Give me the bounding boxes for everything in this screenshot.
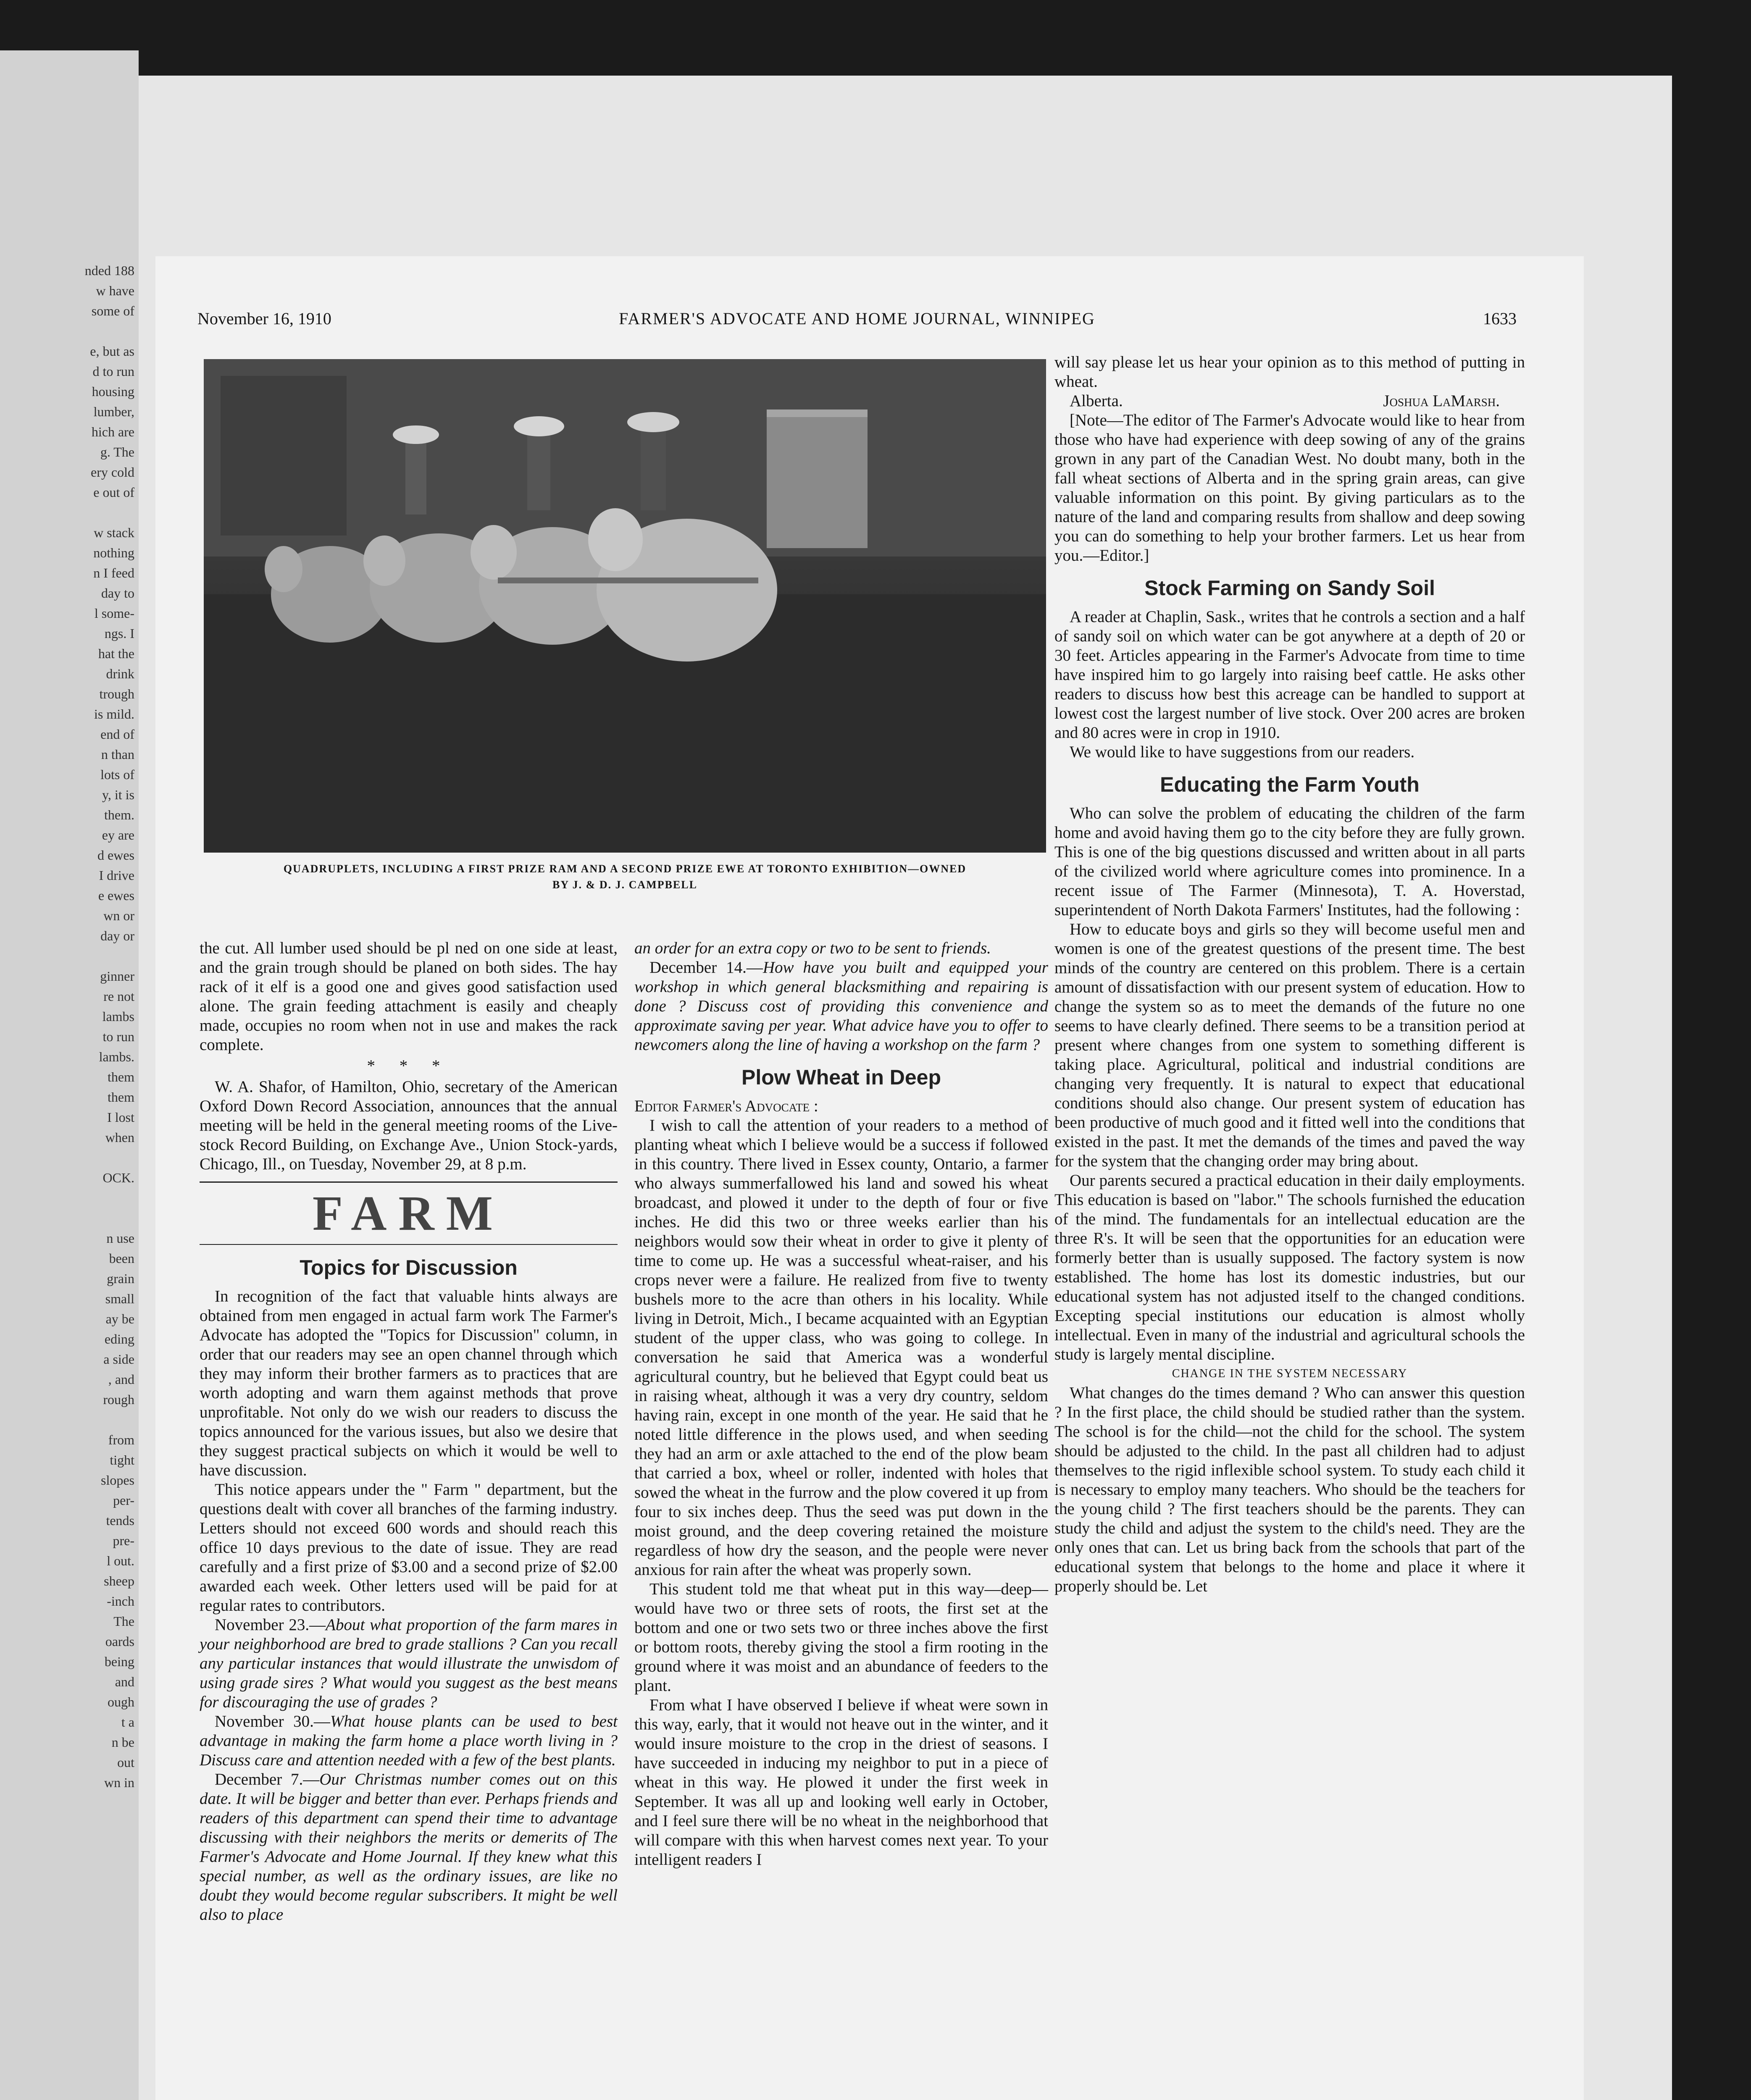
adjacent-page-fragment: them xyxy=(108,1089,134,1105)
adjacent-page-fragment: ginner xyxy=(100,969,134,984)
editor-note: [Note—The editor of The Farmer's Advocate would like to hear from those who have had experience with deep sowing of any of the grains grown in any part of the Canadian West. No doubt many, both in the fall wheat sections of Alberta and in the spring grain areas, can give valuable information on this point. By giving particulars as to the nature of the land and comparing results from shallow and deep sowing you can do something to help your brother farmers. Let us hear from you.—Editor.] xyxy=(1054,411,1525,564)
adjacent-page-fragment: e ewes xyxy=(98,888,134,903)
adjacent-page-fragment: lambs. xyxy=(99,1049,134,1064)
adjacent-page-fragment: ey are xyxy=(102,827,134,843)
column-1 xyxy=(200,939,618,1924)
adjacent-page-fragment: ery cold xyxy=(91,465,134,480)
adjacent-page-fragment: when xyxy=(105,1130,134,1145)
adjacent-page-fragment: t a xyxy=(121,1714,134,1730)
adjacent-page-fragment: being xyxy=(104,1654,134,1669)
adjacent-page-fragment: e, but as xyxy=(90,344,134,359)
publication-title: FARMER'S ADVOCATE AND HOME JOURNAL, WINNIPEG xyxy=(619,309,1095,328)
adjacent-page-fragment: lambs xyxy=(102,1009,134,1024)
sheep-photograph xyxy=(204,359,1046,853)
adjacent-page-fragment: is mild. xyxy=(94,706,134,722)
stock-farming-heading: Stock Farming on Sandy Soil xyxy=(1144,576,1435,600)
adjacent-page-fragment: y, it is xyxy=(102,787,134,802)
paragraph: the cut. All lumber used should be pl ned on one side at least, and the grain trough should be planed on both sides. The hay rack of it elf is a good one and gives good satisfaction used alone. The grain feeding attachment is easily and cheaply made, occupies no room when not in use and makes the rack complete. xyxy=(200,939,618,1054)
letter-signature xyxy=(1054,391,1525,411)
paragraph: will say please let us hear your opinion as to this method of putting in wheat. xyxy=(1054,353,1525,391)
paragraph: A reader at Chaplin, Sask., writes that he controls a section and a half of sandy soil on which water can be got anywhere at a depth of 20 or 30 feet. Articles appearing in the Farmer's Advocate from time to time have inspired him to go largely into raising beef cattle. He asks other readers to discuss how best this acreage can be handled to support at lowest cost the largest number of live stock. Over 200 acres are broken and 80 acres were in crop in 1910. xyxy=(1054,608,1525,742)
adjacent-page-fragment: sheep xyxy=(104,1573,134,1588)
adjacent-page-fragment: lots of xyxy=(100,767,134,782)
adjacent-page-fragment: -inch xyxy=(107,1593,134,1609)
photo-caption xyxy=(204,861,1046,893)
newspaper-page xyxy=(155,256,1584,2100)
adjacent-page-fragment: The xyxy=(113,1614,134,1629)
educating-youth-heading: Educating the Farm Youth xyxy=(1160,773,1420,796)
adjacent-page-fragment: eding xyxy=(104,1331,134,1347)
adjacent-page-fragment: g. The xyxy=(100,444,134,459)
column-3 xyxy=(1054,353,1525,1596)
plow-wheat-heading: Plow Wheat in Deep xyxy=(741,1066,941,1089)
paragraph: This notice appears under the " Farm " department, but the questions dealt with cover all branches of the farming industry. Letters should not exceed 600 words and should reach this office 10 days previous to the date of issue. They are read carefully and a first prize of $3.00 and a second prize of $2.00 awarded each week. Other letters used will be paid for at regular rates to contributors. xyxy=(200,1480,618,1614)
adjacent-page-fragment: some of xyxy=(91,303,134,318)
adjacent-page-fragment: re not xyxy=(103,989,134,1004)
adjacent-page-fragment: tight xyxy=(110,1452,134,1467)
topic-date: November 23.— xyxy=(215,1616,326,1634)
caption-line: BY J. & D. J. CAMPBELL xyxy=(552,879,697,891)
adjacent-page-fragment: out xyxy=(117,1755,134,1770)
issue-date: November 16, 1910 xyxy=(197,309,331,328)
adjacent-page-fragment: OCK. xyxy=(103,1170,134,1185)
adjacent-page-fragment: ngs. I xyxy=(104,626,134,641)
adjacent-page-fragment: from xyxy=(108,1432,134,1447)
adjacent-page-fragment: per- xyxy=(113,1493,134,1508)
rule xyxy=(200,1181,618,1183)
topic-paragraph xyxy=(200,1615,618,1712)
adjacent-page-fragment: housing xyxy=(92,384,134,399)
adjacent-page-fragment: nothing xyxy=(93,545,134,560)
adjacent-page-fragment: lumber, xyxy=(93,404,134,419)
subheading: CHANGE IN THE SYSTEM NECESSARY xyxy=(1172,1367,1408,1380)
adjacent-page-fragment: drink xyxy=(106,666,134,681)
adjacent-page-fragment: l out. xyxy=(107,1553,134,1568)
paragraph: In recognition of the fact that valuable hints always are obtained from men engaged in actual farm work The Farmer's Advocate has adopted the "Topics for Discussion" column, in order that our readers may see an open channel through which they may inform their brother farmers as to practices that are worth adopting and warn them against methods that prove unprofitable. Not only do we wish our readers to discuss the topics announced for the various issues, but also we desire that they suggest practical subjects on which it would be well to have discussion. xyxy=(200,1287,618,1479)
adjacent-page-fragment: trough xyxy=(99,686,134,701)
adjacent-page-fragment: been xyxy=(109,1251,134,1266)
adjacent-page-fragment: hich are xyxy=(91,424,134,439)
paragraph: This student told me that wheat put in this way—deep—would have two or three sets of roots, the first set at the bottom and one or two sets two or three inches above the first or bottom roots, thereby giving the stool a firm rooting in the ground where it was moist and an abundance of feeders to the plant. xyxy=(634,1580,1048,1695)
caption-line: QUADRUPLETS, INCLUDING A FIRST PRIZE RAM AND A SECOND PRIZE EWE AT TORONTO EXHIBITION—OWNED xyxy=(283,863,967,875)
column-2 xyxy=(634,939,1048,1869)
letter-salutation: Editor Farmer's Advocate : xyxy=(634,1097,818,1115)
adjacent-page-fragment: slopes xyxy=(101,1473,134,1488)
page-number: 1633 xyxy=(1483,309,1517,328)
topic-text: How have you built and equipped your workshop in which general blacksmithing and repairing is done ? Discuss cost of providing this convenience and approximate saving per year. What advice have you to offer to newcomers along the line of having a workshop on the farm ? xyxy=(634,958,1048,1054)
adjacent-page-fragment: hat the xyxy=(98,646,134,661)
paragraph: W. A. Shafor, of Hamilton, Ohio, secretary of the American Oxford Down Record Association, announces that the annual meeting will be held in the general meeting rooms of the Live-stock Record Building, on Exchange Ave., Union Stock-yards, Chicago, Ill., on Tuesday, November 29, at 8 p.m. xyxy=(200,1078,618,1173)
paragraph: Our parents secured a practical education in their daily employments. This education is based on "labor." The schools furnished the education of the mind. The fundamentals for an intellectual education are the three R's. It will be seen that the opportunities for an education were formerly better than is usually supposed. The factory system is now established. The home has lost its domestic industries, but our educational system has not adjusted itself to the changed conditions. Excepting special institutions our education is almost wholly intellectual. Even in many of the industrial and agricultural schools the study is largely mental discipline. xyxy=(1054,1171,1525,1363)
adjacent-page-fragment: end of xyxy=(100,727,134,742)
signature-name: Joshua LaMarsh. xyxy=(1383,392,1500,410)
adjacent-page-fragment: nded 188 xyxy=(84,263,134,278)
adjacent-page-fragment: them xyxy=(108,1069,134,1084)
adjacent-page-fragment: small xyxy=(105,1291,134,1306)
running-header xyxy=(197,309,1517,334)
adjacent-page-fragment: tends xyxy=(106,1513,134,1528)
topic-text: About what proportion of the farm mares in your neighborhood are bred to grade stallions ? Can you recall any particular instances that would illustrate the unwisdom of using grade sires ? What would you suggest as the best means for discouraging the use of grades ? xyxy=(200,1616,618,1711)
topic-date: December 14.— xyxy=(649,958,763,976)
topic-text: Our Christmas number comes out on this date. It will be bigger and better than ever. Perhaps friends and readers of this department can spend their time to advantage discussing with their neighbors the merits or demerits of The Farmer's Advocate and Home Journal. If they knew what this special number, as well as the ordinary issues, are like no doubt they would become regular subscribers. It might be well also to place xyxy=(200,1770,618,1924)
adjacent-page-fragment: d ewes xyxy=(97,848,134,863)
adjacent-page-fragment: wn in xyxy=(104,1775,134,1790)
adjacent-page-fragment: grain xyxy=(107,1271,134,1286)
adjacent-page-fragment: I lost xyxy=(107,1110,134,1125)
adjacent-page-fragment: wn or xyxy=(103,908,134,923)
adjacent-page-fragment: n be xyxy=(111,1735,134,1750)
adjacent-page-fragment: , and xyxy=(108,1372,134,1387)
paragraph: Who can solve the problem of educating the children of the farm home and avoid having them go to the city before they are fully grown. This is one of the big questions discussed and written about in all parts of the civilized world where agriculture comes into prominence. In a recent issue of The Farmer (Minnesota), T. A. Hoverstad, superintendent of North Dakota Farmers' Institutes, had the following : xyxy=(1054,804,1525,919)
topics-heading: Topics for Discussion xyxy=(300,1256,518,1279)
rule xyxy=(200,1244,618,1245)
adjacent-page-fragment: rough xyxy=(103,1392,134,1407)
topic-paragraph xyxy=(200,1770,618,1924)
adjacent-page-fragment: n use xyxy=(106,1231,134,1246)
paragraph: We would like to have suggestions from our readers. xyxy=(1070,743,1415,761)
farm-section-title: FARM xyxy=(312,1186,505,1241)
adjacent-page-strip xyxy=(0,50,139,2100)
adjacent-page-fragment: a side xyxy=(103,1352,134,1367)
topic-date: December 7.— xyxy=(215,1770,320,1788)
topic-paragraph xyxy=(200,1712,618,1770)
paragraph: What changes do the times demand ? Who can answer this question ? In the first place, the child should be studied rather than the system. The school is for the child—not the child for the school. The system should be adjusted to the child. In the past all children had to adjust themselves to the rigid inflexible school system. To study each child it is necessary to employ many teachers. Who should be the teachers for the young child ? The first teachers should be the parents. They can study the child and adjust the system to the child's need. They are the only ones that can. Let us bring back from the schools that part of the educational system that belongs to the home and place it where it properly should be. Let xyxy=(1054,1384,1525,1595)
adjacent-page-fragment: n than xyxy=(101,747,134,762)
adjacent-page-fragment: day to xyxy=(101,585,134,601)
paragraph: From what I have observed I believe if wheat were sown in this way, early, that it would not heave out in the winter, and it would insure moisture to the crop in the driest of seasons. I have succeeded in inducing my neighbor to put in a piece of wheat in this way. He plowed it under the first week in September. It was all up and looking well early in October, and I feel sure there will be no wheat in the neighborhood that will compare with this when harvest comes next year. To your intelligent readers I xyxy=(634,1696,1048,1869)
paragraph: I wish to call the attention of your readers to a method of planting wheat which I believe would be a success if followed in this country. There lived in Essex county, Ontario, a farmer who always summerfallowed his land and sowed his wheat broadcast, and plowed it under to the depth of four or five inches. He did this two or three weeks earlier than his neighbors would sow their wheat in order to give it plenty of time to come up. He was a successful wheat-raiser, and his crops never were a failure. He realized from five to twenty bushels more to the acre than others in his locality. While living in Detroit, Mich., I became acquainted with an Egyptian student of the upper class, who was going to college. In conversation he said that America was a wonderful agricultural country, but he believed that Egypt could beat us in raising wheat, although it was a very dry country, seldom having rain, except in one month of the year. He said that he noted little difference in the plows used, and when seeding they had an arm or axle attached to the end of the plow beam that carried a box, wheel or roller, indented with holes that sowed the wheat in the furrow and the plow covered it up from four to six inches deep. Thus the seed was put down in the moist ground, and the deep covering retained the moisture regardless of how dry the season, and the people were never anxious for rain after the wheat was properly sown. xyxy=(634,1116,1048,1579)
adjacent-page-fragment: ough xyxy=(108,1694,134,1709)
adjacent-page-fragment: them. xyxy=(104,807,134,822)
adjacent-page-fragment: w stack xyxy=(94,525,134,540)
adjacent-page-fragment: and xyxy=(115,1674,134,1689)
adjacent-page-fragment: e out of xyxy=(93,485,134,500)
adjacent-page-fragment: oards xyxy=(105,1634,134,1649)
adjacent-page-fragment: to run xyxy=(103,1029,134,1044)
adjacent-page-fragment: ay be xyxy=(105,1311,134,1326)
signature-place: Alberta. xyxy=(1070,392,1123,410)
adjacent-page-fragment: d to run xyxy=(92,364,134,379)
section-divider: * * * xyxy=(367,1057,450,1075)
adjacent-page-fragment: pre- xyxy=(113,1533,134,1548)
topic-text: What house plants can be used to best advantage in making the farm home a place worth living in ? Discuss care and attention needed with a few of the best plants. xyxy=(200,1712,618,1769)
topic-paragraph xyxy=(634,958,1048,1055)
adjacent-page-fragment: l some- xyxy=(94,606,134,621)
paragraph: an order for an extra copy or two to be sent to friends. xyxy=(634,939,991,957)
topic-date: November 30.— xyxy=(215,1712,330,1730)
adjacent-page-fragment: day or xyxy=(100,928,134,943)
adjacent-page-fragment: n I feed xyxy=(93,565,134,580)
adjacent-page-fragment: I drive xyxy=(99,868,134,883)
paragraph: How to educate boys and girls so they will become useful men and women is one of the greatest questions of the present time. The best minds of the country are centered on this problem. There is a certain amount of dissatisfaction with our present system of education. How to change the system so as to meet the demands of the future no one seems to have clearly defined. There seems to be a transition period at present where changes from one system to something different is taking place. Agricultural, political and industrial conditions are changing very frequently. It is natural to expect that educational conditions should also change. Our present system of education has been productive of much good and it fitted well into the conditions that existed in the past. It met the demands of the times and paved the way for the system that the changing order may bring about. xyxy=(1054,920,1525,1170)
adjacent-page-fragment: w have xyxy=(96,283,134,298)
